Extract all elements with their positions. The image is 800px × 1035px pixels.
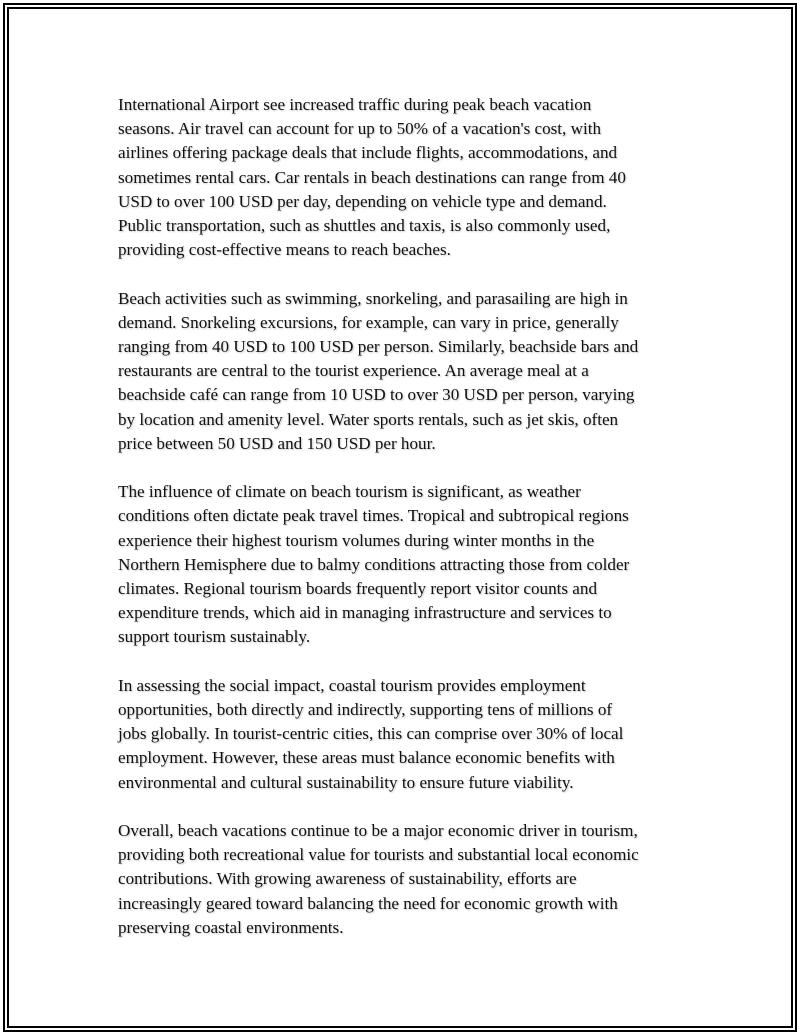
text-line: price between 50 USD and 150 USD per hour. (118, 433, 436, 453)
paragraph-beach-activities (118, 287, 690, 456)
text-line: support tourism sustainably. (118, 627, 311, 647)
text-line: employment. However, these areas must balance economic benefits with (118, 748, 615, 768)
text-line: demand. Snorkeling excursions, for example, can vary in price, generally (118, 312, 619, 332)
text-line: experience their highest tourism volumes during winter months in the (118, 530, 595, 550)
text-line: Public transportation, such as shuttles and taxis, is also commonly used, (118, 216, 611, 236)
text-line: Beach activities such as swimming, snorkeling, and parasailing are high in (118, 288, 628, 308)
text-line: In assessing the social impact, coastal tourism provides employment (118, 675, 586, 695)
text-line: Overall, beach vacations continue to be a major economic driver in tourism, (118, 821, 638, 841)
text-line: opportunities, both directly and indirectly, supporting tens of millions of (118, 700, 613, 720)
document-body (118, 93, 690, 940)
paragraph-conclusion (118, 819, 690, 940)
text-line: climates. Regional tourism boards frequently report visitor counts and (118, 579, 597, 599)
text-line: increasingly geared toward balancing the need for economic growth with (118, 893, 618, 913)
text-line: USD to over 100 USD per day, depending on vehicle type and demand. (118, 191, 607, 211)
text-line: preserving coastal environments. (118, 917, 344, 937)
text-line: sometimes rental cars. Car rentals in beach destinations can range from 40 (118, 167, 626, 187)
text-line: airlines offering package deals that include flights, accommodations, and (118, 143, 618, 163)
text-line: restaurants are central to the tourist experience. An average meal at a (118, 361, 589, 381)
text-line: providing cost-effective means to reach beaches. (118, 240, 451, 260)
text-line: beachside café can range from 10 USD to over 30 USD per person, varying (118, 385, 635, 405)
paragraph-climate (118, 480, 690, 649)
text-line: environmental and cultural sustainability to ensure future viability. (118, 772, 574, 792)
text-line: contributions. With growing awareness of sustainability, efforts are (118, 869, 577, 889)
text-line: providing both recreational value for tourists and substantial local economic (118, 845, 639, 865)
text-line: ranging from 40 USD to 100 USD per person. Similarly, beachside bars and (118, 337, 639, 357)
text-line: seasons. Air travel can account for up to 50% of a vacation's cost, with (118, 119, 601, 139)
paragraph-social-impact (118, 674, 690, 795)
text-line: expenditure trends, which aid in managing infrastructure and services to (118, 603, 612, 623)
paragraph-air-travel (118, 93, 690, 262)
text-line: jobs globally. In tourist-centric cities, this can comprise over 30% of local (118, 724, 624, 744)
text-line: Northern Hemisphere due to balmy conditions attracting those from colder (118, 554, 630, 574)
text-line: by location and amenity level. Water sports rentals, such as jet skis, often (118, 409, 619, 429)
text-line: The influence of climate on beach tourism is significant, as weather (118, 482, 581, 502)
text-line: International Airport see increased traffic during peak beach vacation (118, 95, 592, 114)
text-line: conditions often dictate peak travel times. Tropical and subtropical regions (118, 506, 629, 526)
